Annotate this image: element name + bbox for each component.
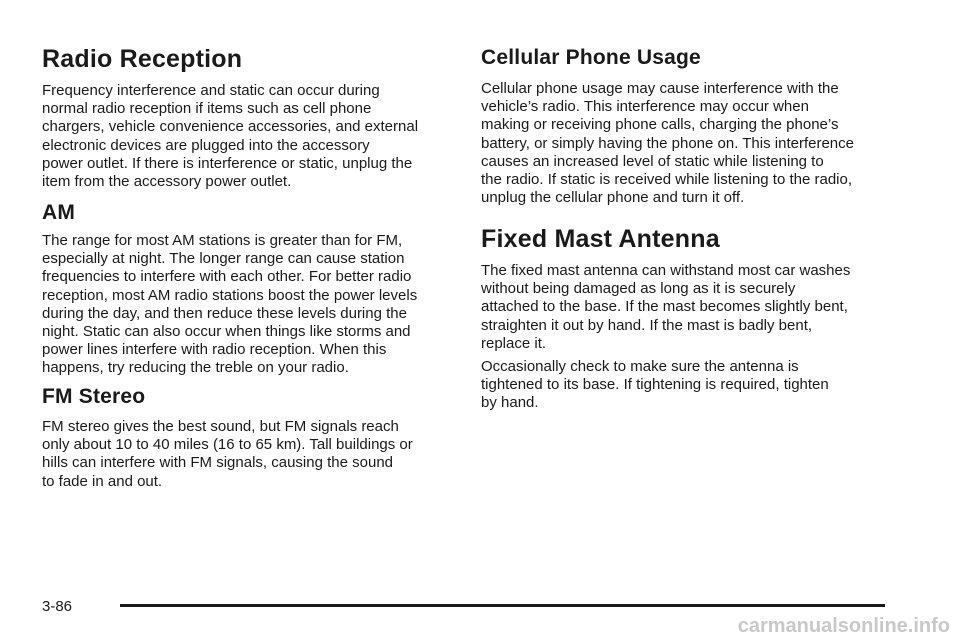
footer-rule-divider xyxy=(120,604,885,607)
text-line: happens, try reducing the treble on your radio. xyxy=(42,359,349,377)
text-line: item from the accessory power outlet. xyxy=(42,173,292,191)
text-line: power lines interfere with radio reception. When this xyxy=(42,341,387,359)
section-title-fm-stereo: FM Stereo xyxy=(42,385,146,408)
text-line: straighten it out by hand. If the mast is badly bent, xyxy=(481,316,813,334)
text-line: especially at night. The longer range can cause station xyxy=(42,250,405,268)
text-line: The range for most AM stations is greater than for FM, xyxy=(42,232,403,249)
text-line: Frequency interference and static can occur during xyxy=(42,82,380,99)
paragraph-cellular-phone-usage xyxy=(481,80,896,207)
text-line: chargers, vehicle convenience accessories, and external xyxy=(42,118,419,136)
text-line: making or receiving phone calls, charging the phone’s xyxy=(481,116,839,134)
text-line: the radio. If static is received while listening to the radio, xyxy=(481,171,853,189)
text-line: night. Static can also occur when things like storms and xyxy=(42,323,411,341)
text-line: reception, most AM radio stations boost the power levels xyxy=(42,286,418,304)
paragraph-radio-reception xyxy=(42,82,452,191)
text-line: Cellular phone usage may cause interference with the xyxy=(481,80,839,97)
text-line: power outlet. If there is interference or static, unplug the xyxy=(42,154,413,172)
text-line: causes an increased level of static while listening to xyxy=(481,152,824,170)
text-line: hills can interfere with FM signals, causing the sound xyxy=(42,454,394,472)
text-line: frequencies to interfere with each other. For better radio xyxy=(42,268,412,286)
text-line: FM stereo gives the best sound, but FM signals reach xyxy=(42,418,399,435)
text-line: Occasionally check to make sure the antenna is xyxy=(481,358,799,375)
section-title-am: AM xyxy=(42,201,76,224)
section-title-fixed-mast-antenna: Fixed Mast Antenna xyxy=(481,225,720,253)
text-line: battery, or simply having the phone on. This interference xyxy=(481,134,854,152)
section-title-radio-reception: Radio Reception xyxy=(42,45,243,73)
section-title-cellular-phone-usage: Cellular Phone Usage xyxy=(481,46,701,69)
text-line: The fixed mast antenna can withstand most car washes xyxy=(481,262,851,279)
paragraph-fixed-mast-antenna-2 xyxy=(481,358,896,413)
text-line: unplug the cellular phone and turn it off. xyxy=(481,189,745,207)
paragraph-fm-stereo xyxy=(42,418,452,491)
paragraph-fixed-mast-antenna-1 xyxy=(481,262,896,353)
text-line: replace it. xyxy=(481,334,547,352)
page-number: 3-86 xyxy=(42,598,73,615)
text-line: by hand. xyxy=(481,394,539,412)
text-line: electronic devices are plugged into the accessory xyxy=(42,136,370,154)
text-line: attached to the base. If the mast becomes slightly bent, xyxy=(481,298,848,316)
paragraph-am xyxy=(42,232,452,378)
text-line: during the day, and then reduce these levels during the xyxy=(42,304,407,322)
text-line: normal radio reception if items such as cell phone xyxy=(42,100,372,118)
text-line: only about 10 to 40 miles (16 to 65 km). Tall buildings or xyxy=(42,436,413,454)
text-line: to fade in and out. xyxy=(42,472,163,490)
watermark-logo-text: carmanualsonline.info xyxy=(737,615,950,637)
text-line: vehicle’s radio. This interference may occur when xyxy=(481,98,809,116)
text-line: without being damaged as long as it is securely xyxy=(481,280,796,298)
text-line: tightened to its base. If tightening is required, tighten xyxy=(481,376,829,394)
